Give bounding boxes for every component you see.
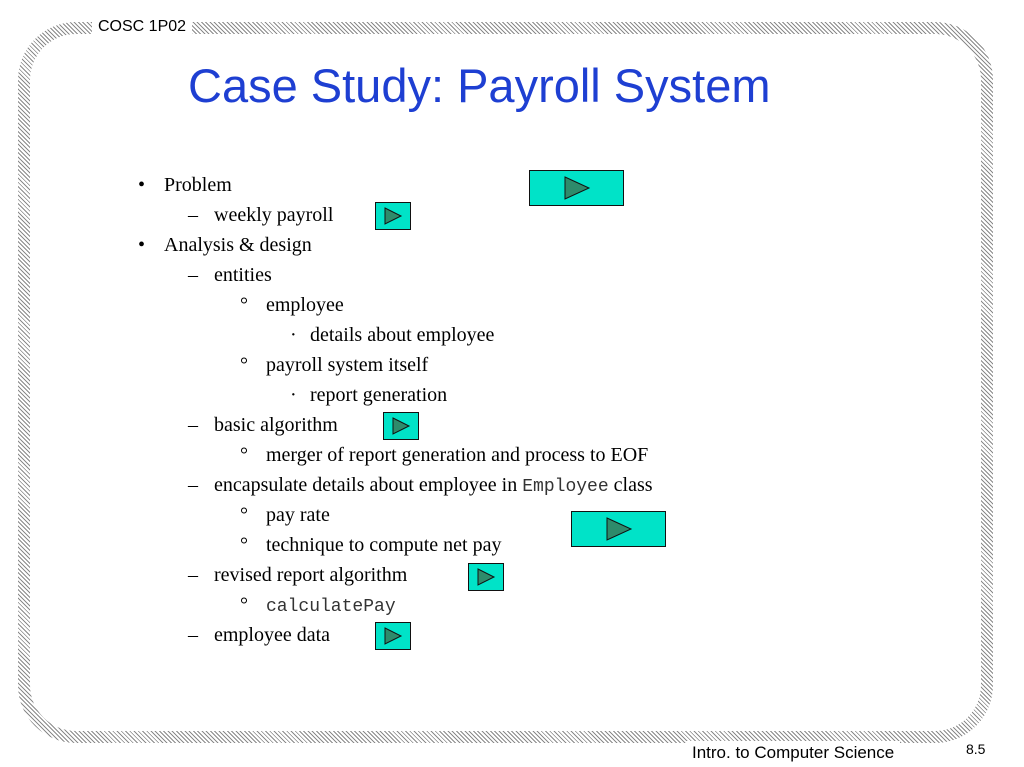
outline-item-label: Analysis & design [164, 234, 312, 256]
bullet-mark: ° [240, 594, 248, 616]
outline-item-label: Problem [164, 174, 232, 196]
outline-item-encapsulate [188, 470, 653, 500]
course-code: COSC 1P02 [92, 16, 192, 38]
bullet-mark: – [188, 564, 198, 586]
outline-item-basic-algorithm [188, 410, 338, 440]
bullet-mark: ° [240, 534, 248, 556]
action-button-net-pay[interactable] [571, 511, 666, 547]
action-button-basic-algorithm[interactable] [383, 412, 419, 440]
outline-item-label: employee data [214, 624, 331, 646]
play-arrow-icon [390, 416, 412, 436]
page-number: 8.5 [962, 739, 989, 759]
bullet-mark: – [188, 624, 198, 646]
slide-frame [18, 22, 993, 743]
action-button-employee-data[interactable] [375, 622, 411, 650]
action-button-revised-report[interactable] [468, 563, 504, 591]
action-button-weekly-payroll[interactable] [375, 202, 411, 230]
outline-item-label-start: encapsulate details about employee in [214, 474, 523, 496]
outline-item-calculate-pay [240, 590, 396, 620]
bullet-mark: ° [240, 354, 248, 376]
slide-title: Case Study: Payroll System [188, 59, 771, 112]
bullet-mark: · [290, 384, 297, 406]
outline-item-revised-report [188, 560, 407, 590]
bullet-mark: ° [240, 294, 248, 316]
outline-item-label: employee [266, 294, 344, 316]
outline-item-report-generation [290, 380, 447, 410]
outline-item-net-pay [240, 530, 501, 560]
outline-item-label-end: class [608, 474, 653, 496]
bullet-mark: • [138, 234, 146, 256]
outline-item-weekly-payroll [188, 200, 333, 230]
outline-item-details-about-employee [290, 320, 494, 350]
outline-item-label: entities [214, 264, 272, 286]
play-arrow-icon [475, 567, 497, 587]
play-arrow-icon [382, 206, 404, 226]
outline-item-label: details about employee [310, 324, 495, 346]
outline-item-label: payroll system itself [266, 354, 429, 376]
footer-course-name: Intro. to Computer Science [686, 741, 900, 765]
outline-item-label: revised report algorithm [214, 564, 408, 586]
outline-item-entities [188, 260, 272, 290]
action-button-problem[interactable] [529, 170, 624, 206]
bullet-mark: ° [240, 504, 248, 526]
outline-item-label: weekly payroll [214, 204, 334, 226]
play-arrow-icon [562, 175, 592, 201]
play-arrow-icon [382, 626, 404, 646]
outline-item-employee-data [188, 620, 330, 650]
bullet-mark: – [188, 264, 198, 286]
bullet-mark: ° [240, 444, 248, 466]
outline-item-analysis-design [138, 230, 312, 260]
bullet-mark: – [188, 204, 198, 226]
outline-item-label: merger of report generation and process to EOF [266, 444, 649, 466]
bullet-mark: · [290, 324, 297, 346]
play-arrow-icon [604, 516, 634, 542]
outline-item-label: technique to compute net pay [266, 534, 502, 556]
bullet-mark: • [138, 174, 146, 196]
code-employee: Employee [522, 477, 609, 497]
code-calculate-pay: calculatePay [266, 597, 396, 617]
outline-item-pay-rate [240, 500, 330, 530]
outline-item-payroll-system-itself [240, 350, 428, 380]
outline-item-problem [138, 170, 232, 200]
outline-item-label: report generation [310, 384, 448, 406]
bullet-mark: – [188, 414, 198, 436]
outline-item-merger [240, 440, 648, 470]
outline-item-employee [240, 290, 344, 320]
bullet-mark: – [188, 474, 198, 496]
outline-item-label: pay rate [266, 504, 330, 526]
outline-item-label: basic algorithm [214, 414, 338, 436]
